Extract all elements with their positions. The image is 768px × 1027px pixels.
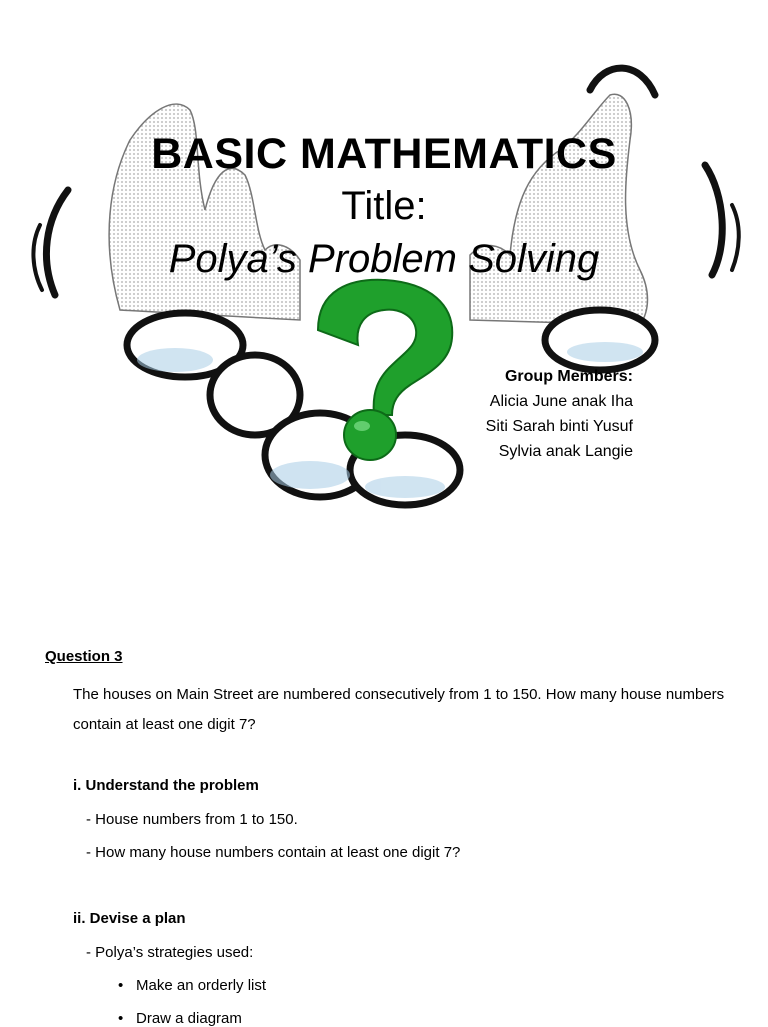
bullet-icon: • [118, 977, 124, 994]
question-heading: Question 3 [45, 648, 123, 665]
bullet-text: Make an orderly list [136, 977, 267, 994]
subtitle: Polya’s Problem Solving [168, 237, 600, 281]
bullet-item [118, 1010, 242, 1027]
title-label: Title: [341, 184, 427, 228]
main-title: BASIC MATHEMATICS [151, 130, 617, 178]
question-text: The houses on Main Street are numbered consecutively from 1 to 150. How many house numbers contain at least one digit 7? [73, 686, 725, 733]
section-understand-title: i. Understand the problem [73, 777, 259, 794]
list-item: - House numbers from 1 to 150. [86, 811, 298, 828]
member-name: Alicia June anak Iha [489, 393, 633, 410]
cover-title-block [0, 128, 768, 286]
bullet-item [118, 977, 266, 994]
bullet-text: Draw a diagram [136, 1010, 242, 1027]
section-plan-title: ii. Devise a plan [73, 910, 186, 927]
list-item: - How many house numbers contain at least one digit 7? [86, 844, 461, 861]
list-item: - Polya’s strategies used: [86, 944, 254, 961]
member-name: Sylvia anak Langie [498, 443, 633, 460]
group-members [486, 364, 633, 464]
bullet-icon: • [118, 1010, 124, 1027]
member-name: Siti Sarah binti Yusuf [485, 418, 633, 435]
members-heading: Group Members: [504, 368, 633, 385]
